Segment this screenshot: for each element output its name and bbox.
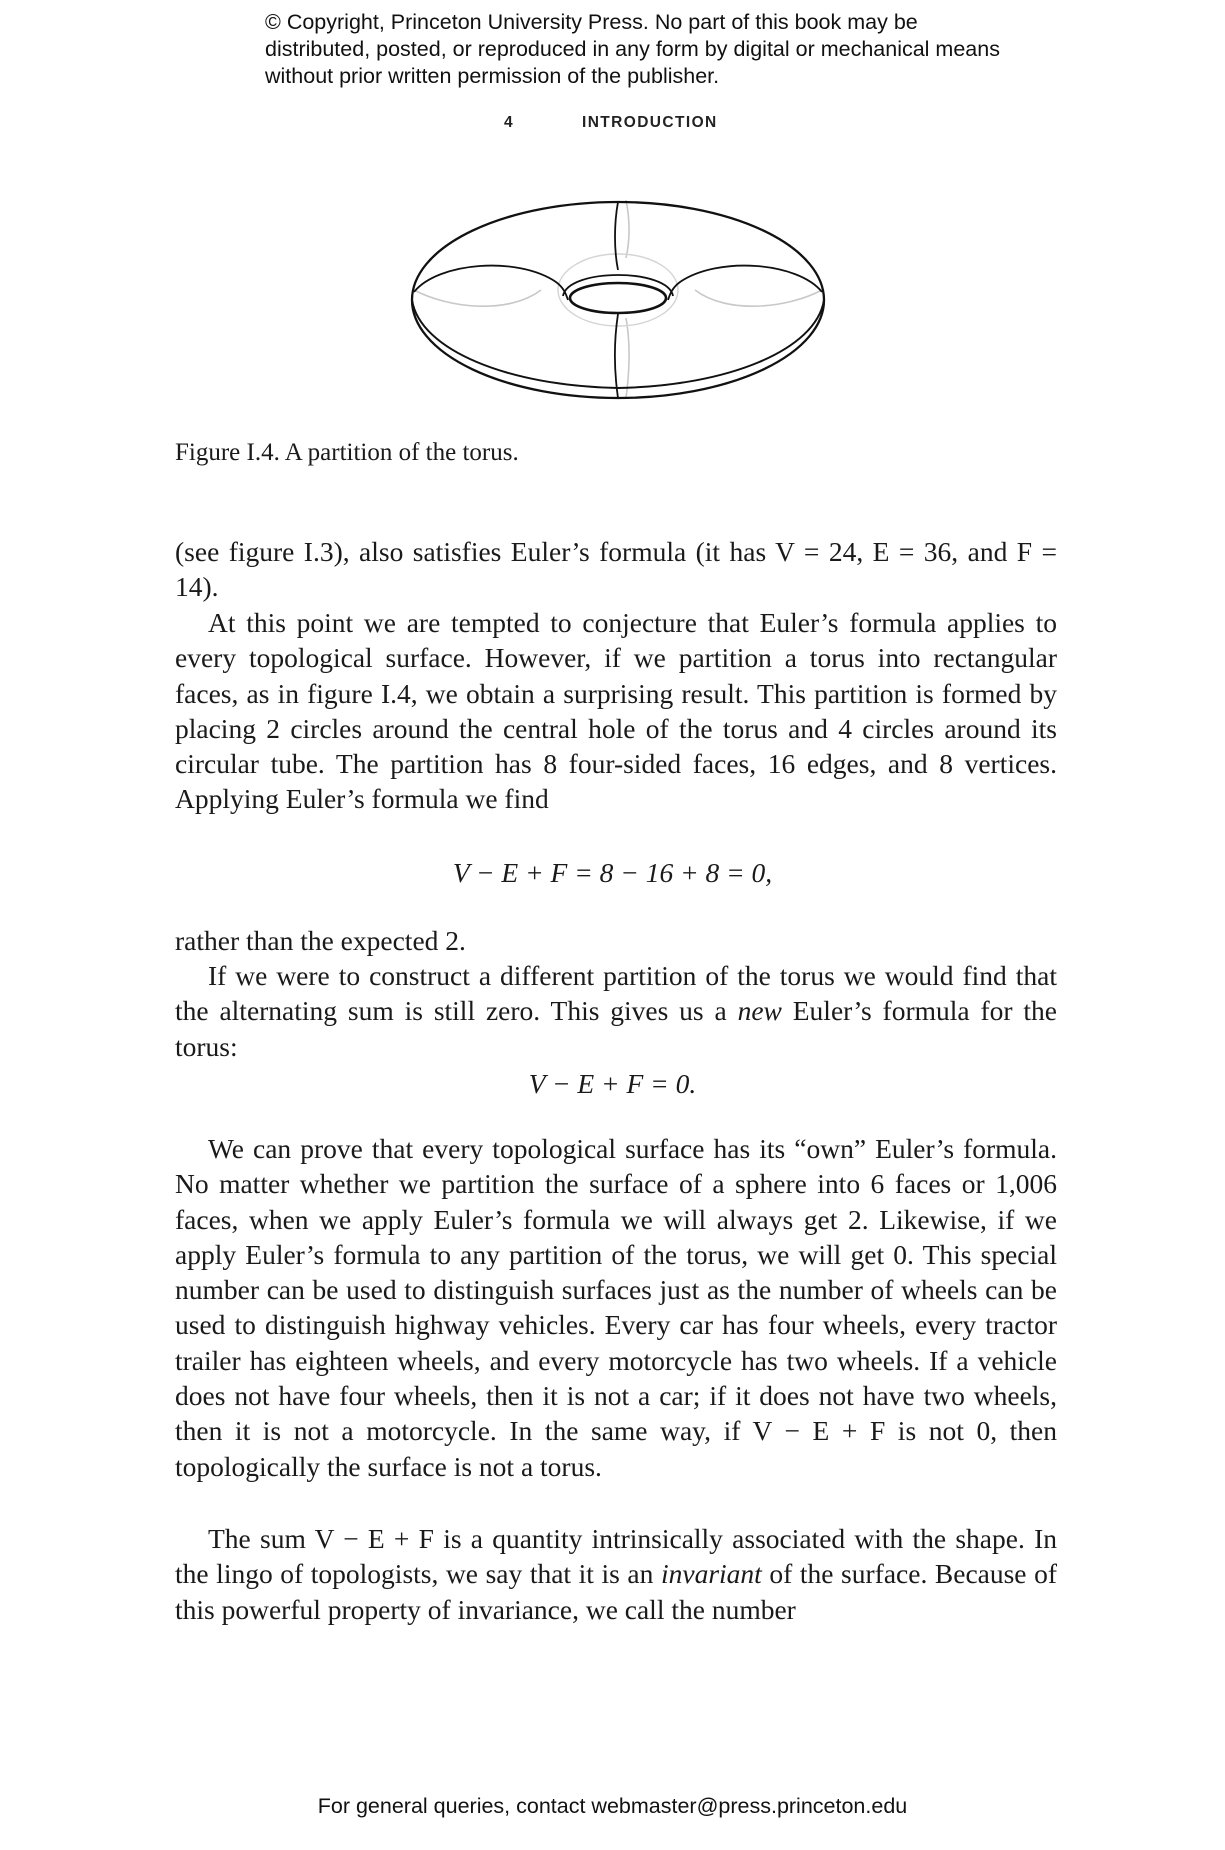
paragraph-6-start: The sum V − E + F is a quantity intrinsically associated with the shape. In the lingo of topologists, we say that it is an — [175, 1523, 1057, 1590]
central-hole — [570, 283, 666, 313]
paragraph-4-start: If we were to construct a different partition of the torus we would find that the alternating sum is still zero. This gives us a — [175, 960, 1057, 1027]
paragraph-6-end: of the surface. Because of this powerful property of invariance, we call the number — [175, 1558, 1057, 1625]
paragraph-6 — [175, 1521, 1057, 1627]
torus-figure — [408, 190, 828, 420]
chapter-title: INTRODUCTION — [582, 114, 718, 131]
copyright-notice: © Copyright, Princeton University Press. No part of this book may be distributed, posted, or reproduced in any form by digital or mechanical means without prior written permission of the publisher. — [265, 10, 1000, 88]
paragraph-2: At this point we are tempted to conjecture that Euler’s formula applies to every topological surface. However, if we partition a torus into rectangular faces, as in figure I.4, we obtain a surprising result. This partition is formed by placing 2 circles around the central hole of the torus and 4 circles around its circular tube. The partition has 8 four-sided faces, 16 edges, and 8 vertices. Applying Euler’s formula we find — [175, 607, 1057, 815]
back-meridian-left — [414, 290, 541, 306]
figure-caption: Figure I.4. A partition of the torus. — [175, 439, 519, 466]
running-head — [0, 114, 1225, 138]
paragraph-3: rather than the expected 2. — [175, 925, 466, 956]
equation-2 — [0, 1066, 1225, 1101]
equation-2-text: V − E + F = 0. — [528, 1068, 697, 1099]
paragraph-5: We can prove that every topological surface has its “own” Euler’s formula. No matter whether we partition the surface of a sphere into 6 faces or 1,006 faces, when we apply Euler’s formula we will always get 2. Likewise, if we apply Euler’s formula to any partition of the torus, we will get 0. This special number can be used to distinguish surfaces just as the number of wheels can be used to distinguish highway vehicles. Every car has four wheels, every tractor trailer has eighteen wheels, and every motorcycle has two wheels. If a vehicle does not have four wheels, then it is not a car; if it does not have two wheels, then it is not a motorcycle. In the same way, if V − E + F is not 0, then topologically the surface is not a torus. — [175, 1133, 1057, 1482]
meridian-left — [414, 266, 568, 300]
torus-outline — [412, 202, 824, 398]
back-parallel-bottom — [626, 318, 629, 398]
footer-contact: For general queries, contact webmaster@press.princeton.edu — [317, 1794, 908, 1818]
paragraph-4-emphasis: new — [737, 995, 782, 1027]
paragraph-4-end: Euler’s formula for the torus: — [175, 995, 1057, 1062]
hole-upper-rim — [563, 275, 673, 296]
torus-partition-diagram — [408, 190, 828, 420]
page-number: 4 — [504, 114, 515, 131]
meridian-right — [668, 266, 822, 300]
meridian-top — [615, 202, 618, 270]
equation-1 — [0, 855, 1225, 890]
paragraph-4 — [175, 958, 1057, 1064]
back-meridian-right — [695, 290, 822, 306]
paragraph-6-emphasis: invariant — [660, 1558, 762, 1590]
paragraph-1: (see figure I.3), also satisfies Euler’s formula (it has V = 24, E = 36, and F = 14). — [175, 536, 1057, 603]
equation-1-text: V − E + F = 8 − 16 + 8 = 0, — [452, 857, 773, 888]
back-parallel-top — [626, 200, 629, 258]
